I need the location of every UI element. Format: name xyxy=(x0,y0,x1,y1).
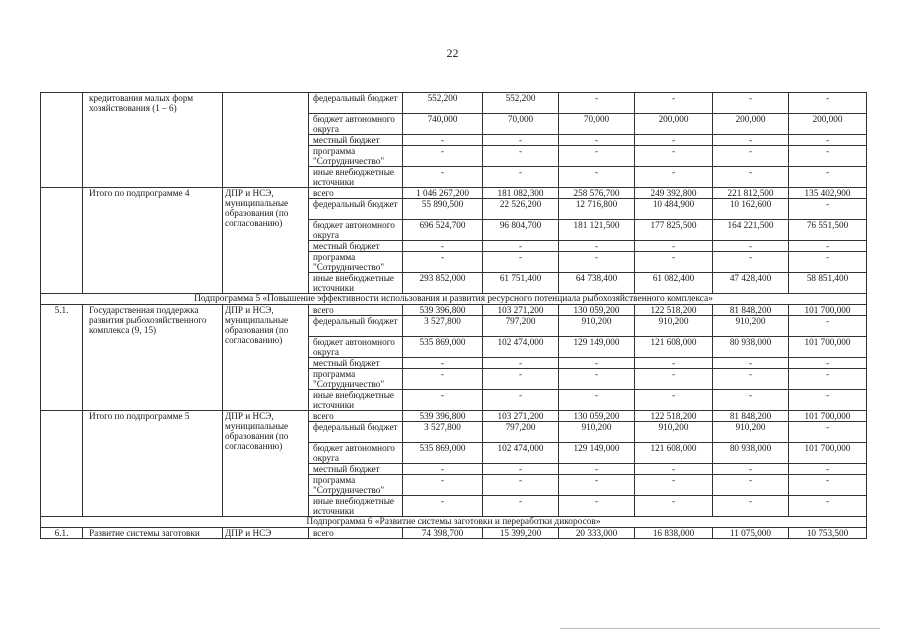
amount-cell: - xyxy=(559,167,635,188)
amount-cell: 535 869,000 xyxy=(403,443,483,464)
amount-cell: 130 059,200 xyxy=(559,411,635,422)
page-number: 22 xyxy=(446,46,459,60)
amount-cell: 221 812,500 xyxy=(713,188,789,199)
amount-cell: - xyxy=(403,464,483,475)
amount-cell: - xyxy=(483,135,559,146)
amount-cell: - xyxy=(713,241,789,252)
row-index xyxy=(41,411,83,517)
table-row xyxy=(41,93,867,114)
amount-cell: 70,000 xyxy=(483,114,559,135)
table-row xyxy=(41,528,867,539)
funding-source: бюджет автономного округа xyxy=(309,337,403,358)
amount-cell: - xyxy=(635,369,713,390)
amount-cell: - xyxy=(559,358,635,369)
funding-source: программа "Сотрудничество" xyxy=(309,252,403,273)
funding-source: программа "Сотрудничество" xyxy=(309,475,403,496)
amount-cell: 58 851,400 xyxy=(789,273,867,294)
amount-cell: - xyxy=(635,252,713,273)
amount-cell: - xyxy=(635,146,713,167)
budget-table xyxy=(40,92,867,539)
amount-cell: - xyxy=(559,252,635,273)
amount-cell: - xyxy=(559,135,635,146)
amount-cell: - xyxy=(789,146,867,167)
amount-cell: 16 838,000 xyxy=(635,528,713,539)
funding-source: местный бюджет xyxy=(309,241,403,252)
row-index xyxy=(41,93,83,188)
funding-source: иные внебюджетные источники xyxy=(309,167,403,188)
amount-cell: 200,000 xyxy=(789,114,867,135)
amount-cell: - xyxy=(789,464,867,475)
amount-cell: 200,000 xyxy=(635,114,713,135)
amount-cell: 539 396,800 xyxy=(403,411,483,422)
amount-cell: - xyxy=(789,369,867,390)
amount-cell: 552,200 xyxy=(483,93,559,114)
section-title: Подпрограмма 6 «Развитие системы заготовки и переработки дикоросов» xyxy=(41,517,867,528)
section-title: Подпрограмма 5 «Повышение эффективности использования и развития ресурсного потенциала рыбохозяйственного комплекса» xyxy=(41,294,867,305)
amount-cell: 122 518,200 xyxy=(635,305,713,316)
amount-cell: - xyxy=(483,464,559,475)
amount-cell: - xyxy=(559,464,635,475)
amount-cell: 70,000 xyxy=(559,114,635,135)
amount-cell: - xyxy=(713,475,789,496)
amount-cell: 103 271,200 xyxy=(483,305,559,316)
amount-cell: - xyxy=(713,93,789,114)
amount-cell: 177 825,500 xyxy=(635,220,713,241)
amount-cell: 12 716,800 xyxy=(559,199,635,220)
amount-cell: - xyxy=(713,146,789,167)
amount-cell: - xyxy=(789,422,867,443)
amount-cell: 102 474,000 xyxy=(483,337,559,358)
amount-cell: - xyxy=(635,241,713,252)
amount-cell: 129 149,000 xyxy=(559,337,635,358)
funding-source: программа "Сотрудничество" xyxy=(309,146,403,167)
amount-cell: 121 608,000 xyxy=(635,443,713,464)
amount-cell: - xyxy=(483,252,559,273)
amount-cell: - xyxy=(483,167,559,188)
amount-cell: 64 738,400 xyxy=(559,273,635,294)
amount-cell: 293 852,000 xyxy=(403,273,483,294)
amount-cell: 258 576,700 xyxy=(559,188,635,199)
executor: ДПР и НСЭ, муниципальные образования (по согласованию) xyxy=(223,411,309,517)
amount-cell: 80 938,000 xyxy=(713,337,789,358)
amount-cell: - xyxy=(713,358,789,369)
amount-cell: 910,200 xyxy=(559,422,635,443)
amount-cell: 15 399,200 xyxy=(483,528,559,539)
row-index: 6.1. xyxy=(41,528,83,539)
funding-source: бюджет автономного округа xyxy=(309,220,403,241)
amount-cell: - xyxy=(483,358,559,369)
amount-cell: - xyxy=(403,135,483,146)
funding-source: всего xyxy=(309,188,403,199)
amount-cell: - xyxy=(635,496,713,517)
amount-cell: 740,000 xyxy=(403,114,483,135)
amount-cell: 22 526,200 xyxy=(483,199,559,220)
amount-cell: - xyxy=(483,496,559,517)
amount-cell: - xyxy=(559,146,635,167)
amount-cell: 797,200 xyxy=(483,316,559,337)
amount-cell: - xyxy=(789,252,867,273)
amount-cell: - xyxy=(789,358,867,369)
funding-source: иные внебюджетные источники xyxy=(309,496,403,517)
amount-cell: 539 396,800 xyxy=(403,305,483,316)
amount-cell: 10 162,600 xyxy=(713,199,789,220)
amount-cell: 101 700,000 xyxy=(789,411,867,422)
table-row xyxy=(41,305,867,316)
amount-cell: 181 121,500 xyxy=(559,220,635,241)
amount-cell: - xyxy=(713,252,789,273)
scan-noise xyxy=(560,628,880,629)
amount-cell: - xyxy=(713,167,789,188)
amount-cell: 81 848,200 xyxy=(713,411,789,422)
amount-cell: - xyxy=(713,135,789,146)
row-index xyxy=(41,188,83,294)
amount-cell: 81 848,200 xyxy=(713,305,789,316)
amount-cell: 200,000 xyxy=(713,114,789,135)
funding-source: местный бюджет xyxy=(309,358,403,369)
section-row xyxy=(41,517,867,528)
amount-cell: 249 392,800 xyxy=(635,188,713,199)
measure-name: Государственная поддержка развития рыбохозяйственного комплекса (9, 15) xyxy=(83,305,223,411)
amount-cell: - xyxy=(713,390,789,411)
table-row xyxy=(41,411,867,422)
amount-cell: - xyxy=(483,241,559,252)
amount-cell: 102 474,000 xyxy=(483,443,559,464)
amount-cell: - xyxy=(403,390,483,411)
funding-source: всего xyxy=(309,411,403,422)
amount-cell: - xyxy=(559,369,635,390)
amount-cell: 121 608,000 xyxy=(635,337,713,358)
amount-cell: 101 700,000 xyxy=(789,337,867,358)
funding-source: программа "Сотрудничество" xyxy=(309,369,403,390)
amount-cell: - xyxy=(789,167,867,188)
amount-cell: 20 333,000 xyxy=(559,528,635,539)
amount-cell: - xyxy=(559,241,635,252)
amount-cell: - xyxy=(559,475,635,496)
amount-cell: 47 428,400 xyxy=(713,273,789,294)
amount-cell: 797,200 xyxy=(483,422,559,443)
executor xyxy=(223,93,309,188)
amount-cell: 96 804,700 xyxy=(483,220,559,241)
executor: ДПР и НСЭ, муниципальные образования (по согласованию) xyxy=(223,188,309,294)
amount-cell: - xyxy=(789,241,867,252)
amount-cell: - xyxy=(789,390,867,411)
funding-source: местный бюджет xyxy=(309,135,403,146)
amount-cell: - xyxy=(403,369,483,390)
amount-cell: - xyxy=(403,496,483,517)
amount-cell: - xyxy=(403,252,483,273)
amount-cell: 910,200 xyxy=(635,316,713,337)
amount-cell: - xyxy=(403,167,483,188)
amount-cell: - xyxy=(635,475,713,496)
amount-cell: - xyxy=(635,464,713,475)
amount-cell: 122 518,200 xyxy=(635,411,713,422)
amount-cell: - xyxy=(789,199,867,220)
amount-cell: 3 527,800 xyxy=(403,316,483,337)
amount-cell: - xyxy=(403,358,483,369)
amount-cell: 10 753,500 xyxy=(789,528,867,539)
amount-cell: - xyxy=(789,475,867,496)
amount-cell: 101 700,000 xyxy=(789,443,867,464)
amount-cell: - xyxy=(559,93,635,114)
amount-cell: 11 075,000 xyxy=(713,528,789,539)
funding-source: местный бюджет xyxy=(309,464,403,475)
amount-cell: - xyxy=(483,475,559,496)
measure-name: Итого по подпрограмме 5 xyxy=(83,411,223,517)
funding-source: федеральный бюджет xyxy=(309,316,403,337)
amount-cell: - xyxy=(403,241,483,252)
funding-source: федеральный бюджет xyxy=(309,93,403,114)
amount-cell: - xyxy=(635,167,713,188)
measure-name: Итого по подпрограмме 4 xyxy=(83,188,223,294)
amount-cell: 164 221,500 xyxy=(713,220,789,241)
executor: ДПР и НСЭ, муниципальные образования (по согласованию) xyxy=(223,305,309,411)
amount-cell: 910,200 xyxy=(635,422,713,443)
amount-cell: 55 890,500 xyxy=(403,199,483,220)
amount-cell: - xyxy=(559,390,635,411)
amount-cell: - xyxy=(635,390,713,411)
amount-cell: 61 082,400 xyxy=(635,273,713,294)
amount-cell: 76 551,500 xyxy=(789,220,867,241)
amount-cell: - xyxy=(635,135,713,146)
amount-cell: 61 751,400 xyxy=(483,273,559,294)
amount-cell: 135 402,900 xyxy=(789,188,867,199)
funding-source: всего xyxy=(309,528,403,539)
amount-cell: - xyxy=(713,369,789,390)
row-index: 5.1. xyxy=(41,305,83,411)
amount-cell: 74 398,700 xyxy=(403,528,483,539)
funding-source: бюджет автономного округа xyxy=(309,114,403,135)
amount-cell: 535 869,000 xyxy=(403,337,483,358)
amount-cell: - xyxy=(403,146,483,167)
amount-cell: - xyxy=(635,358,713,369)
amount-cell: - xyxy=(635,93,713,114)
measure-name: кредитования малых форм хозяйствования (1 – 6) xyxy=(83,93,223,188)
amount-cell: - xyxy=(403,475,483,496)
amount-cell: - xyxy=(483,146,559,167)
amount-cell: 696 524,700 xyxy=(403,220,483,241)
amount-cell: 3 527,800 xyxy=(403,422,483,443)
amount-cell: 910,200 xyxy=(713,422,789,443)
funding-source: иные внебюджетные источники xyxy=(309,273,403,294)
amount-cell: - xyxy=(789,135,867,146)
amount-cell: - xyxy=(483,390,559,411)
amount-cell: 10 484,900 xyxy=(635,199,713,220)
amount-cell: - xyxy=(713,496,789,517)
funding-source: всего xyxy=(309,305,403,316)
amount-cell: 910,200 xyxy=(713,316,789,337)
amount-cell: - xyxy=(713,464,789,475)
amount-cell: 103 271,200 xyxy=(483,411,559,422)
funding-source: федеральный бюджет xyxy=(309,199,403,220)
amount-cell: 129 149,000 xyxy=(559,443,635,464)
amount-cell: 552,200 xyxy=(403,93,483,114)
measure-name: Развитие системы заготовки xyxy=(83,528,223,539)
amount-cell: 130 059,200 xyxy=(559,305,635,316)
amount-cell: 1 046 267,200 xyxy=(403,188,483,199)
amount-cell: 910,200 xyxy=(559,316,635,337)
amount-cell: - xyxy=(789,93,867,114)
amount-cell: - xyxy=(483,369,559,390)
amount-cell: - xyxy=(789,316,867,337)
section-row xyxy=(41,294,867,305)
executor: ДПР и НСЭ xyxy=(223,528,309,539)
amount-cell: 101 700,000 xyxy=(789,305,867,316)
amount-cell: - xyxy=(789,496,867,517)
funding-source: иные внебюджетные источники xyxy=(309,390,403,411)
funding-source: федеральный бюджет xyxy=(309,422,403,443)
amount-cell: - xyxy=(559,496,635,517)
funding-source: бюджет автономного округа xyxy=(309,443,403,464)
amount-cell: 80 938,000 xyxy=(713,443,789,464)
amount-cell: 181 082,300 xyxy=(483,188,559,199)
table-row xyxy=(41,188,867,199)
